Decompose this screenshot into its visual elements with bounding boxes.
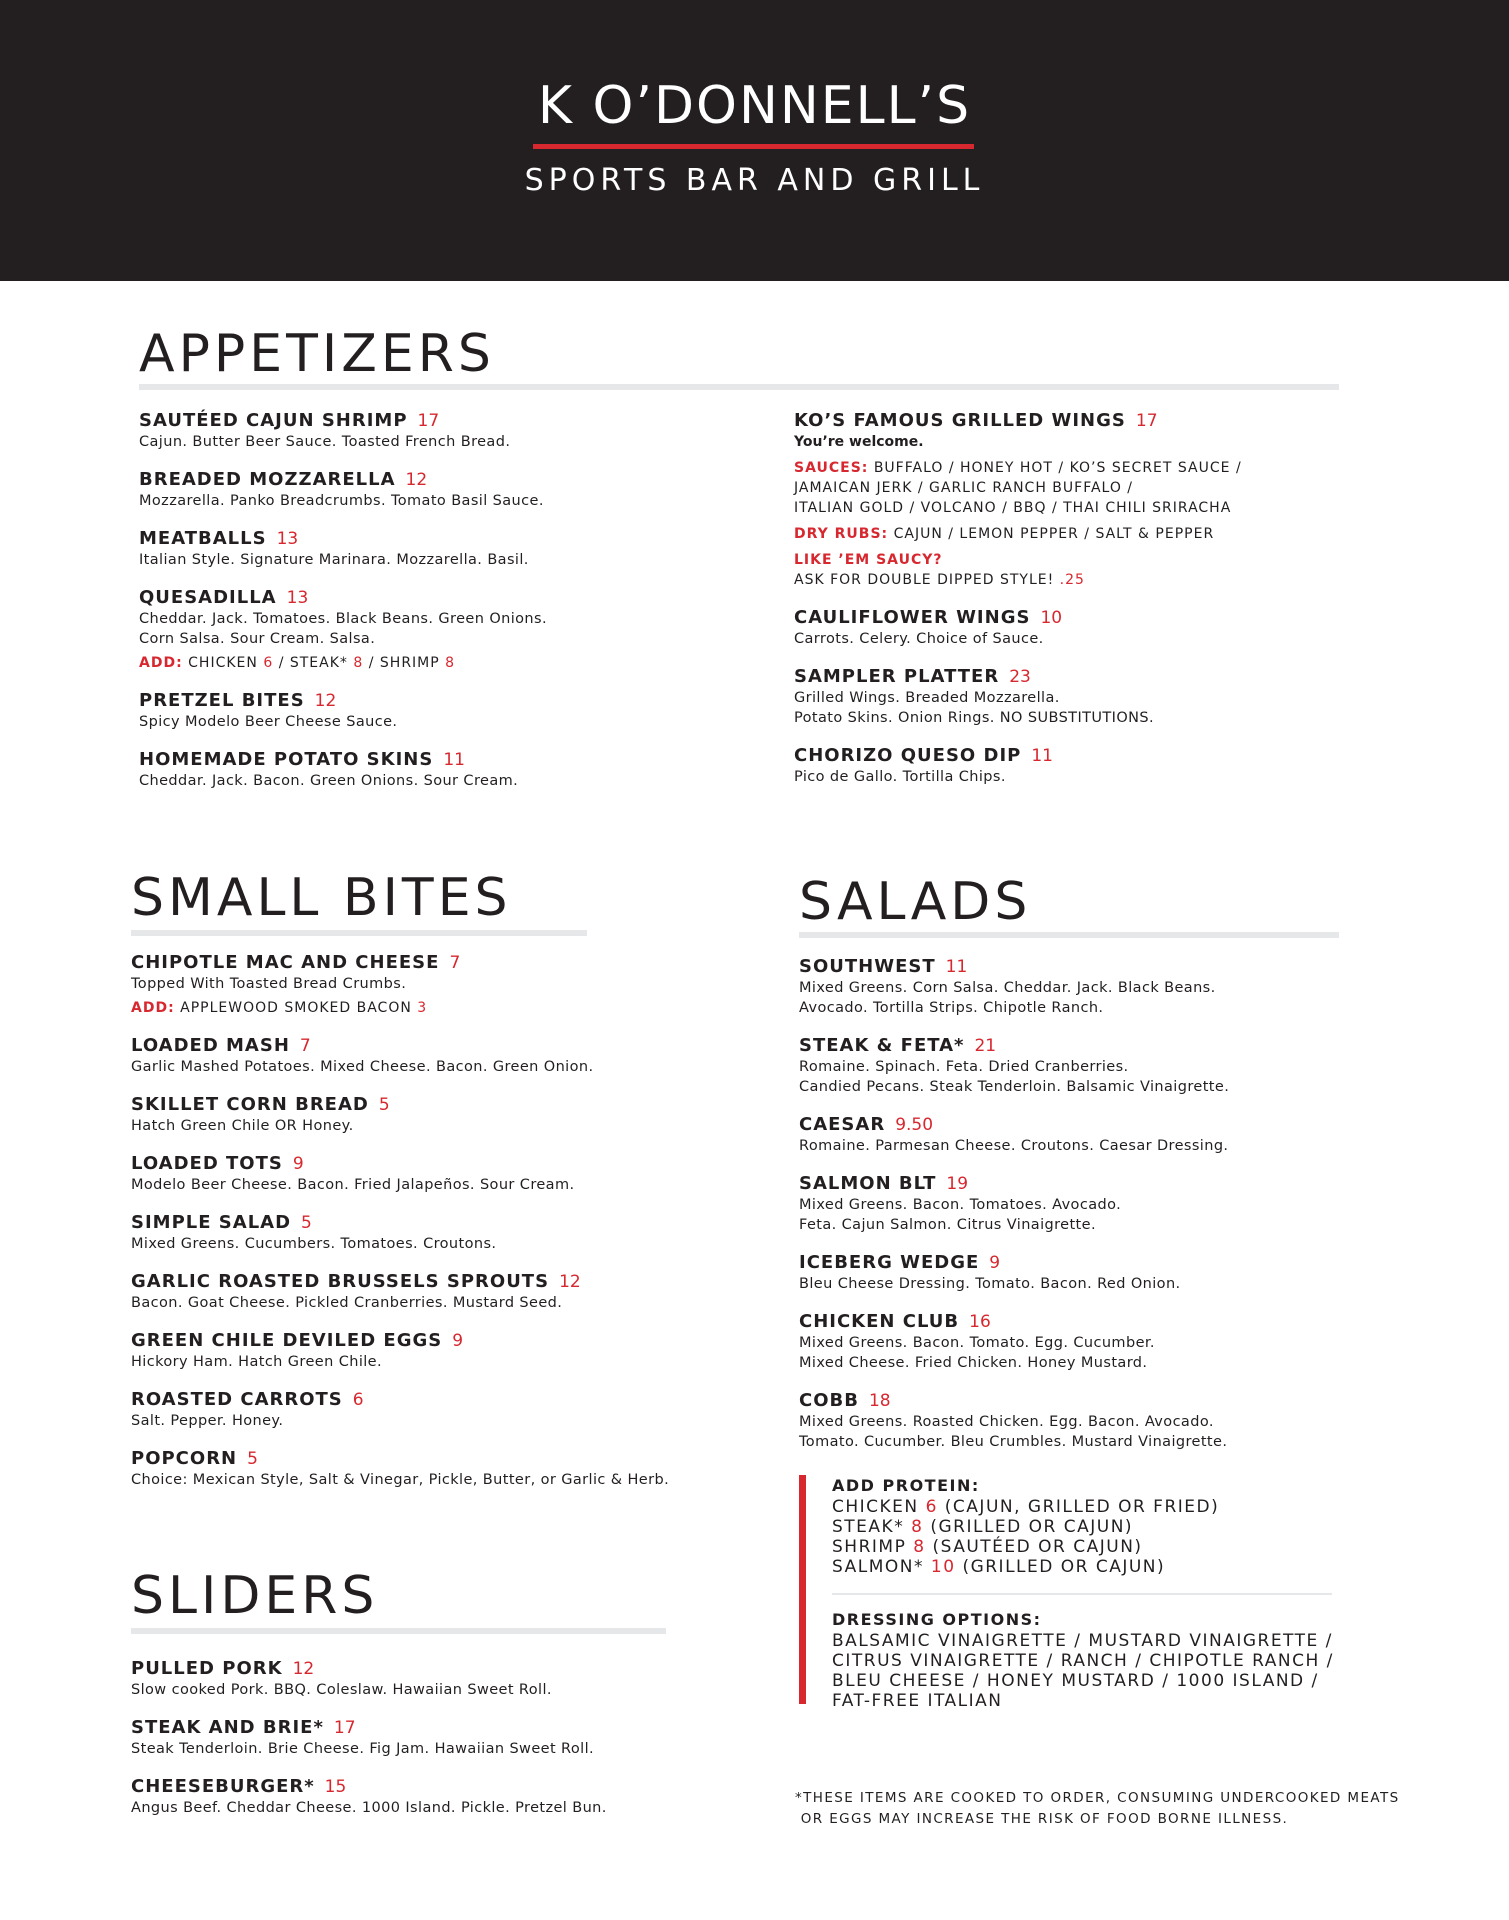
protein-name: CHICKEN [832,1497,919,1517]
item-price: 9.50 [895,1115,934,1135]
item-price: 12 [405,470,428,490]
protein-price: 6 [925,1497,938,1517]
appetizers-right-column [794,410,1242,804]
protein-prep: (CAJUN, GRILLED OR FRIED) [944,1497,1220,1517]
item-name: HOMEMADE POTATO SKINS [139,749,434,770]
menu-item [131,1271,669,1313]
protein-price: 8 [911,1517,924,1537]
small-bites-rule [131,930,587,936]
add-on-price: 3 [417,1000,428,1016]
menu-item [139,469,547,511]
protein-price: 8 [913,1537,926,1557]
item-name: STEAK & FETA* [799,1035,965,1056]
item-price: 12 [314,691,337,711]
item-name: ICEBERG WEDGE [799,1252,980,1273]
salads-rule [799,932,1339,938]
item-name: CAESAR [799,1114,886,1135]
dressing-line: FAT-FREE ITALIAN [832,1691,1003,1711]
item-description: Salt. Pepper. Honey. [131,1413,284,1429]
add-on-line [131,998,669,1018]
saucy-note [794,550,1242,590]
add-on-price: 8 [353,655,364,671]
protein-prep: (GRILLED OR CAJUN) [930,1517,1134,1537]
item-name: QUESADILLA [139,587,277,608]
item-price: 17 [333,1718,356,1738]
item-description: Feta. Cajun Salmon. Citrus Vinaigrette. [799,1217,1096,1233]
item-description: Steak Tenderloin. Brie Cheese. Fig Jam. Hawaiian Sweet Roll. [131,1741,595,1757]
brand-tagline: SPORTS BAR AND GRILL [524,163,985,198]
item-price: 10 [1040,608,1063,628]
item-name: SAMPLER PLATTER [794,666,1000,687]
item-description: Bacon. Goat Cheese. Pickled Cranberries. Mustard Seed. [131,1295,563,1311]
menu-item [139,410,547,452]
item-price: 11 [1031,746,1053,766]
item-name: CHIPOTLE MAC AND CHEESE [131,952,440,973]
add-on-line [139,653,547,673]
menu-item [799,1114,1229,1156]
item-name: BREADED MOZZARELLA [139,469,396,490]
menu-item [799,1311,1229,1373]
item-name: SIMPLE SALAD [131,1212,292,1233]
dressing-options-label: DRESSING OPTIONS: [832,1610,1042,1629]
menu-item [131,1330,669,1372]
menu-item [139,749,547,791]
dry-rubs-text: CAJUN / LEMON PEPPER / SALT & PEPPER [893,526,1215,542]
item-description: Corn Salsa. Sour Cream. Salsa. [139,631,376,647]
saucy-label: LIKE ’EM SAUCY? [794,552,943,568]
sauce-line: ITALIAN GOLD / VOLCANO / BBQ / THAI CHILI SRIRACHA [794,500,1232,516]
item-price: 23 [1009,667,1031,687]
item-name: SAUTÉED CAJUN SHRIMP [139,410,408,431]
options-divider [832,1593,1332,1595]
item-price: 18 [868,1391,891,1411]
add-on-text: CHICKEN [188,655,258,671]
protein-option [832,1557,1339,1577]
item-price: 13 [276,529,299,549]
dry-rubs-label: DRY RUBS: [794,526,889,542]
item-name: GREEN CHILE DEVILED EGGS [131,1330,443,1351]
protein-prep: (SAUTÉED OR CAJUN) [932,1537,1143,1557]
wings-tagline: You’re welcome. [794,434,924,450]
item-description: Mixed Greens. Corn Salsa. Cheddar. Jack. Black Beans. [799,980,1216,996]
item-description: Garlic Mashed Potatoes. Mixed Cheese. Bacon. Green Onion. [131,1059,594,1075]
menu-item [131,1389,669,1431]
appetizers-left-column [139,410,547,808]
brand-divider [533,144,974,149]
menu-item [131,952,669,1018]
item-description: Cajun. Butter Beer Sauce. Toasted French Bread. [139,434,511,450]
menu-item [139,528,547,570]
menu-item [794,607,1242,649]
advisory-line: *THESE ITEMS ARE COOKED TO ORDER, CONSUMING UNDERCOOKED MEATS [795,1790,1400,1806]
protein-prep: (GRILLED OR CAJUN) [962,1557,1166,1577]
add-on-price: 6 [263,655,274,671]
item-description: Tomato. Cucumber. Bleu Crumbles. Mustard Vinaigrette. [799,1434,1228,1450]
item-description: Hickory Ham. Hatch Green Chile. [131,1354,383,1370]
item-description: Romaine. Spinach. Feta. Dried Cranberries. [799,1059,1129,1075]
item-description: Bleu Cheese Dressing. Tomato. Bacon. Red Onion. [799,1276,1181,1292]
item-price: 12 [292,1659,315,1679]
menu-item [131,1448,669,1490]
menu-item [799,1173,1229,1235]
protein-name: SALMON* [832,1557,924,1577]
item-name: ROASTED CARROTS [131,1389,343,1410]
item-name: STEAK AND BRIE* [131,1717,324,1738]
sliders-rule [131,1628,666,1634]
menu-header [0,0,1509,281]
menu-item [799,1252,1229,1294]
protein-option [832,1537,1339,1557]
item-name: CAULIFLOWER WINGS [794,607,1031,628]
item-name: KO’S FAMOUS GRILLED WINGS [794,410,1126,431]
item-price: 12 [559,1272,581,1292]
item-price: 11 [945,957,968,977]
item-description: Topped With Toasted Bread Crumbs. [131,976,407,992]
appetizers-title: APPETIZERS [139,324,495,384]
sauce-line: BUFFALO / HONEY HOT / KO’S SECRET SAUCE / [873,460,1242,476]
item-price: 9 [292,1154,304,1174]
add-on-price: 8 [445,655,456,671]
menu-item [131,1212,669,1254]
item-price: 15 [324,1777,347,1797]
item-description: Angus Beef. Cheddar Cheese. 1000 Island. Pickle. Pretzel Bun. [131,1800,607,1816]
salads-column [799,956,1229,1469]
sliders-title: SLIDERS [131,1566,379,1626]
item-price: 11 [443,750,465,770]
menu-item [139,690,547,732]
item-price: 9 [989,1253,1001,1273]
sauces-list [794,458,1242,518]
item-description: Modelo Beer Cheese. Bacon. Fried Jalapeños. Sour Cream. [131,1177,575,1193]
sliders-column [131,1658,607,1835]
item-description: Spicy Modelo Beer Cheese Sauce. [139,714,398,730]
item-name: LOADED TOTS [131,1153,283,1174]
dressing-line: BALSAMIC VINAIGRETTE / MUSTARD VINAIGRETTE / [832,1631,1333,1651]
menu-item [799,1390,1229,1452]
item-description: Mixed Greens. Bacon. Tomatoes. Avocado. [799,1197,1122,1213]
sauce-line: JAMAICAN JERK / GARLIC RANCH BUFFALO / [794,480,1134,496]
item-description: Italian Style. Signature Marinara. Mozzarella. Basil. [139,552,529,568]
menu-item [139,587,547,673]
protein-price: 10 [930,1557,956,1577]
item-name: COBB [799,1390,859,1411]
item-price: 21 [974,1036,997,1056]
item-name: SKILLET CORN BREAD [131,1094,369,1115]
item-description: Hatch Green Chile OR Honey. [131,1118,354,1134]
item-name: PRETZEL BITES [139,690,305,711]
item-price: 13 [286,588,309,608]
item-name: CHEESEBURGER* [131,1776,315,1797]
saucy-text: ASK FOR DOUBLE DIPPED STYLE! [794,572,1055,588]
item-price: 7 [449,953,461,973]
add-label: ADD: [139,655,183,671]
item-description: Avocado. Tortilla Strips. Chipotle Ranch. [799,1000,1104,1016]
item-price: 17 [417,411,440,431]
small-bites-column [131,952,669,1507]
item-name: MEATBALLS [139,528,267,549]
advisory-line: OR EGGS MAY INCREASE THE RISK OF FOOD BORNE ILLNESS. [795,1811,1289,1827]
item-price: 16 [969,1312,991,1332]
item-description: Carrots. Celery. Choice of Sauce. [794,631,1044,647]
item-description: Cheddar. Jack. Bacon. Green Onions. Sour Cream. [139,773,519,789]
menu-item [799,1035,1229,1097]
item-description: Grilled Wings. Breaded Mozzarella. [794,690,1060,706]
menu-item [794,745,1242,787]
brand-name: K O’DONNELL’S [537,76,972,136]
item-description: Mixed Greens. Cucumbers. Tomatoes. Croutons. [131,1236,497,1252]
add-on-text: / SHRIMP [368,655,440,671]
item-price: 19 [946,1174,969,1194]
item-name: CHICKEN CLUB [799,1311,960,1332]
menu-item [131,1717,607,1759]
menu-item [131,1776,607,1818]
menu-item [794,666,1242,728]
item-description: Candied Pecans. Steak Tenderloin. Balsamic Vinaigrette. [799,1079,1230,1095]
menu-item [131,1094,669,1136]
add-label: ADD: [131,1000,175,1016]
item-price: 5 [378,1095,390,1115]
protein-name: STEAK* [832,1517,905,1537]
item-price: 9 [452,1331,464,1351]
add-protein-label: ADD PROTEIN: [832,1476,980,1495]
item-description: Choice: Mexican Style, Salt & Vinegar, Pickle, Butter, or Garlic & Herb. [131,1472,670,1488]
item-description: Mixed Greens. Bacon. Tomato. Egg. Cucumber. [799,1335,1155,1351]
protein-option [832,1517,1339,1537]
item-description: Romaine. Parmesan Cheese. Croutons. Caesar Dressing. [799,1138,1229,1154]
item-description: Mixed Greens. Roasted Chicken. Egg. Bacon. Avocado. [799,1414,1214,1430]
item-description: Cheddar. Jack. Tomatoes. Black Beans. Green Onions. [139,611,547,627]
item-name: POPCORN [131,1448,238,1469]
menu-item [799,956,1229,1018]
salads-title: SALADS [799,872,1032,932]
protein-option [832,1497,1339,1517]
item-name: SOUTHWEST [799,956,936,977]
item-name: SALMON BLT [799,1173,937,1194]
consumer-advisory [795,1788,1400,1830]
menu-item [131,1035,669,1077]
item-description: Mixed Cheese. Fried Chicken. Honey Mustard. [799,1355,1148,1371]
menu-item [131,1153,669,1195]
item-price: 5 [301,1213,312,1233]
dressing-line: CITRUS VINAIGRETTE / RANCH / CHIPOTLE RANCH / [832,1651,1334,1671]
item-description: Potato Skins. Onion Rings. NO SUBSTITUTIONS. [794,710,1154,726]
appetizers-rule [139,384,1339,390]
dry-rubs-line [794,524,1242,544]
item-name: CHORIZO QUESO DIP [794,745,1022,766]
item-description: Mozzarella. Panko Breadcrumbs. Tomato Basil Sauce. [139,493,544,509]
item-name: LOADED MASH [131,1035,290,1056]
protein-name: SHRIMP [832,1537,907,1557]
menu-item [131,1658,607,1700]
wings-item [794,410,1242,590]
salad-options-box [799,1475,1339,1711]
item-description: Slow cooked Pork. BBQ. Coleslaw. Hawaiian Sweet Roll. [131,1682,552,1698]
item-price: 7 [299,1036,311,1056]
add-on-text: / STEAK* [278,655,348,671]
small-bites-title: SMALL BITES [131,868,512,928]
sauces-label: SAUCES: [794,460,869,476]
item-price: 5 [247,1449,258,1469]
item-price: 17 [1135,411,1158,431]
add-on-text: APPLEWOOD SMOKED BACON [180,1000,412,1016]
item-name: PULLED PORK [131,1658,283,1679]
item-price: 6 [352,1390,364,1410]
item-name: GARLIC ROASTED BRUSSELS SPROUTS [131,1271,550,1292]
saucy-price: .25 [1059,572,1085,588]
dressing-line: BLEU CHEESE / HONEY MUSTARD / 1000 ISLAND / [832,1671,1319,1691]
item-description: Pico de Gallo. Tortilla Chips. [794,769,1006,785]
